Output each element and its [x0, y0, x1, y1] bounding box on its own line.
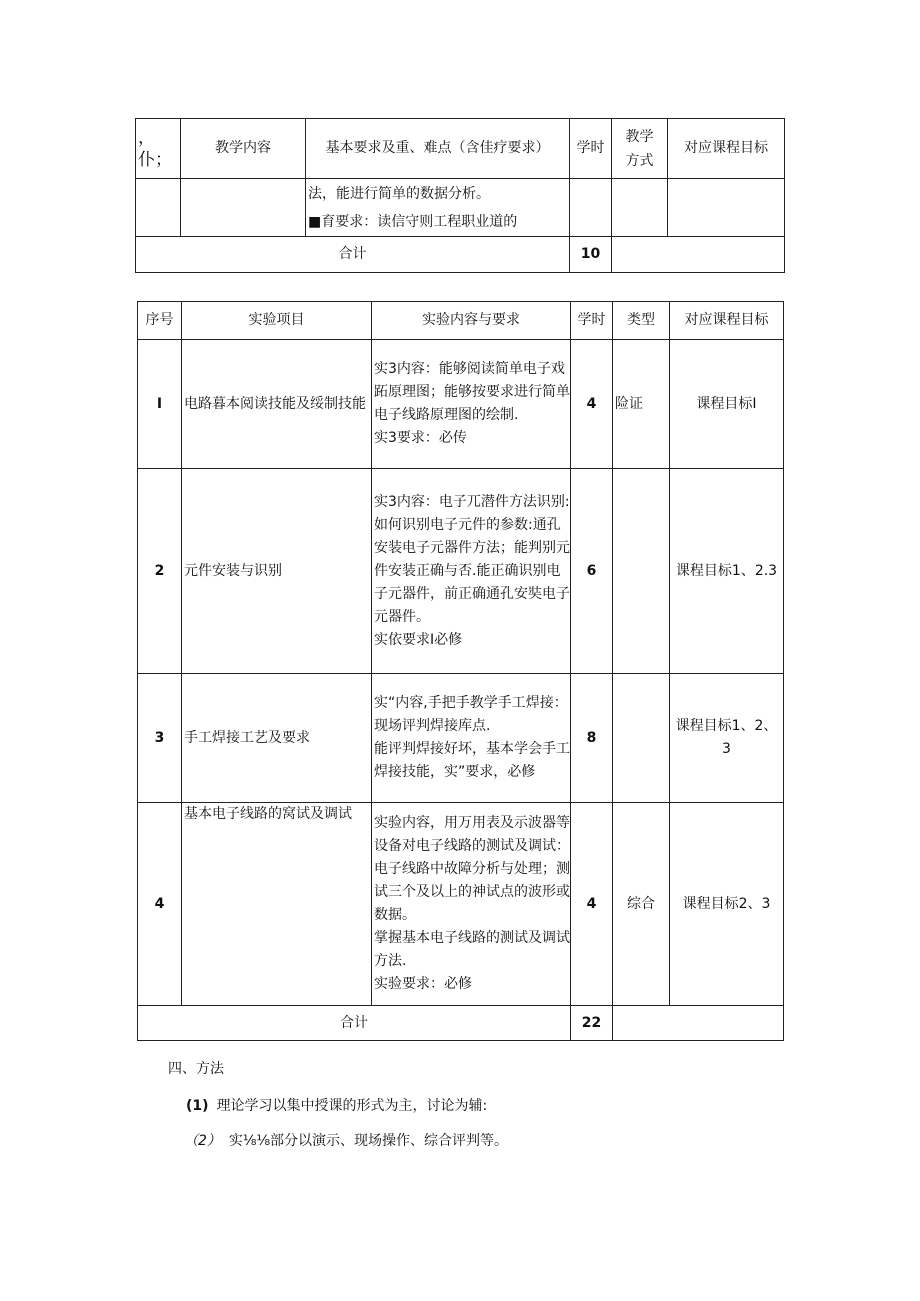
table-cell — [136, 179, 181, 237]
header-cell: 对应课程目标 — [670, 302, 784, 340]
method-item — [186, 1095, 487, 1115]
header-cell: 教学内容 — [181, 119, 306, 179]
method-cell — [612, 179, 668, 237]
type-cell — [613, 674, 670, 803]
project-cell: 电路暮本阅读技能及绥制技能 — [182, 340, 372, 469]
row-number: I — [138, 340, 182, 469]
total-hours: 22 — [571, 1006, 613, 1041]
table-header-row — [138, 302, 784, 340]
hours-cell — [570, 179, 612, 237]
table-cell — [181, 179, 306, 237]
content-cell: 实3内容：电子兀潜件方法识别:如何识别电子元件的参数:通孔安装电子元器件方法；能判别元件安装正确与否.能正确识别电子元器件，前正确通孔安奘电子元器件。 实依要求I必修 — [372, 469, 571, 674]
header-cell: ， 仆； — [136, 119, 181, 179]
goal-cell: 课程目标I — [670, 340, 784, 469]
header-cell: 实验内容与要求 — [372, 302, 571, 340]
item-number: (1) — [186, 1098, 209, 1114]
total-empty — [613, 1006, 784, 1041]
table-row — [138, 469, 784, 674]
table-row — [136, 179, 785, 237]
type-cell: 综合 — [613, 803, 670, 1006]
table-row — [138, 803, 784, 1006]
item-text: 理论学习以集中授课的形式为主，讨论为辅: — [216, 1098, 488, 1114]
section-heading: 四、方法 — [168, 1061, 224, 1077]
type-cell: 险证 — [613, 340, 670, 469]
total-row — [136, 237, 785, 273]
header-cell: 实验项目 — [182, 302, 372, 340]
row-number: 3 — [138, 674, 182, 803]
total-label: 合计 — [138, 1006, 571, 1041]
header-cell: 基本要求及重、难点（含佳疗要求） — [306, 119, 570, 179]
table-row — [138, 674, 784, 803]
table-row — [138, 340, 784, 469]
content-cell: 实3内容：能够阅读简单电子戏跖原理图；能够按要求进行简单电子线路原理图的绘制. 实3要求：必传 — [372, 340, 571, 469]
project-cell: 元件安装与识别 — [182, 469, 372, 674]
type-cell — [613, 469, 670, 674]
project-cell: 手工焊接工艺及要求 — [182, 674, 372, 803]
header-cell: 序号 — [138, 302, 182, 340]
experiment-table — [137, 301, 784, 1041]
hours-cell: 4 — [571, 803, 613, 1006]
hours-cell: 6 — [571, 469, 613, 674]
hours-cell: 8 — [571, 674, 613, 803]
row-number: 2 — [138, 469, 182, 674]
header-cell: 学时 — [571, 302, 613, 340]
header-cell: 类型 — [613, 302, 670, 340]
header-cell: 学时 — [570, 119, 612, 179]
hours-cell: 4 — [571, 340, 613, 469]
content-cell: 实“内容,手把手教学手工焊接：现场评判焊接库点. 能评判焊接好坏，基本学会手工焊接技能，实”要求，必修 — [372, 674, 571, 803]
item-text: 实⅛⅛部分以演示、现场操作、综合评判等。 — [228, 1133, 509, 1149]
total-empty — [612, 237, 785, 273]
total-row — [138, 1006, 784, 1041]
project-cell: 基本电子线路的窝试及调试 — [182, 803, 372, 1006]
row-number: 4 — [138, 803, 182, 1006]
total-hours: 10 — [570, 237, 612, 273]
goal-cell: 课程目标2、3 — [670, 803, 784, 1006]
method-item — [184, 1130, 508, 1150]
goal-cell: 课程目标1、2、 3 — [670, 674, 784, 803]
item-number: （2） — [184, 1133, 221, 1149]
content-cell: 实验内容，用万用表及示波器等设备对电子线路的测试及调试：电子线路中故障分析与处理；测试三个及以上的神试点的波形或数据。 掌握基本电子线路的测试及调试方法. 实验要求：必修 — [372, 803, 571, 1006]
total-label: 合计 — [136, 237, 570, 273]
goal-cell: 课程目标1、2.3 — [670, 469, 784, 674]
header-cell: 教学 方式 — [612, 119, 668, 179]
goal-cell — [668, 179, 785, 237]
table-header-row — [136, 119, 785, 179]
header-cell: 对应课程目标 — [668, 119, 785, 179]
teaching-content-table — [135, 118, 785, 273]
requirement-cell: 法，能进行简单的数据分析。 ■育要求：读信守则工程职业道的 — [306, 179, 570, 237]
